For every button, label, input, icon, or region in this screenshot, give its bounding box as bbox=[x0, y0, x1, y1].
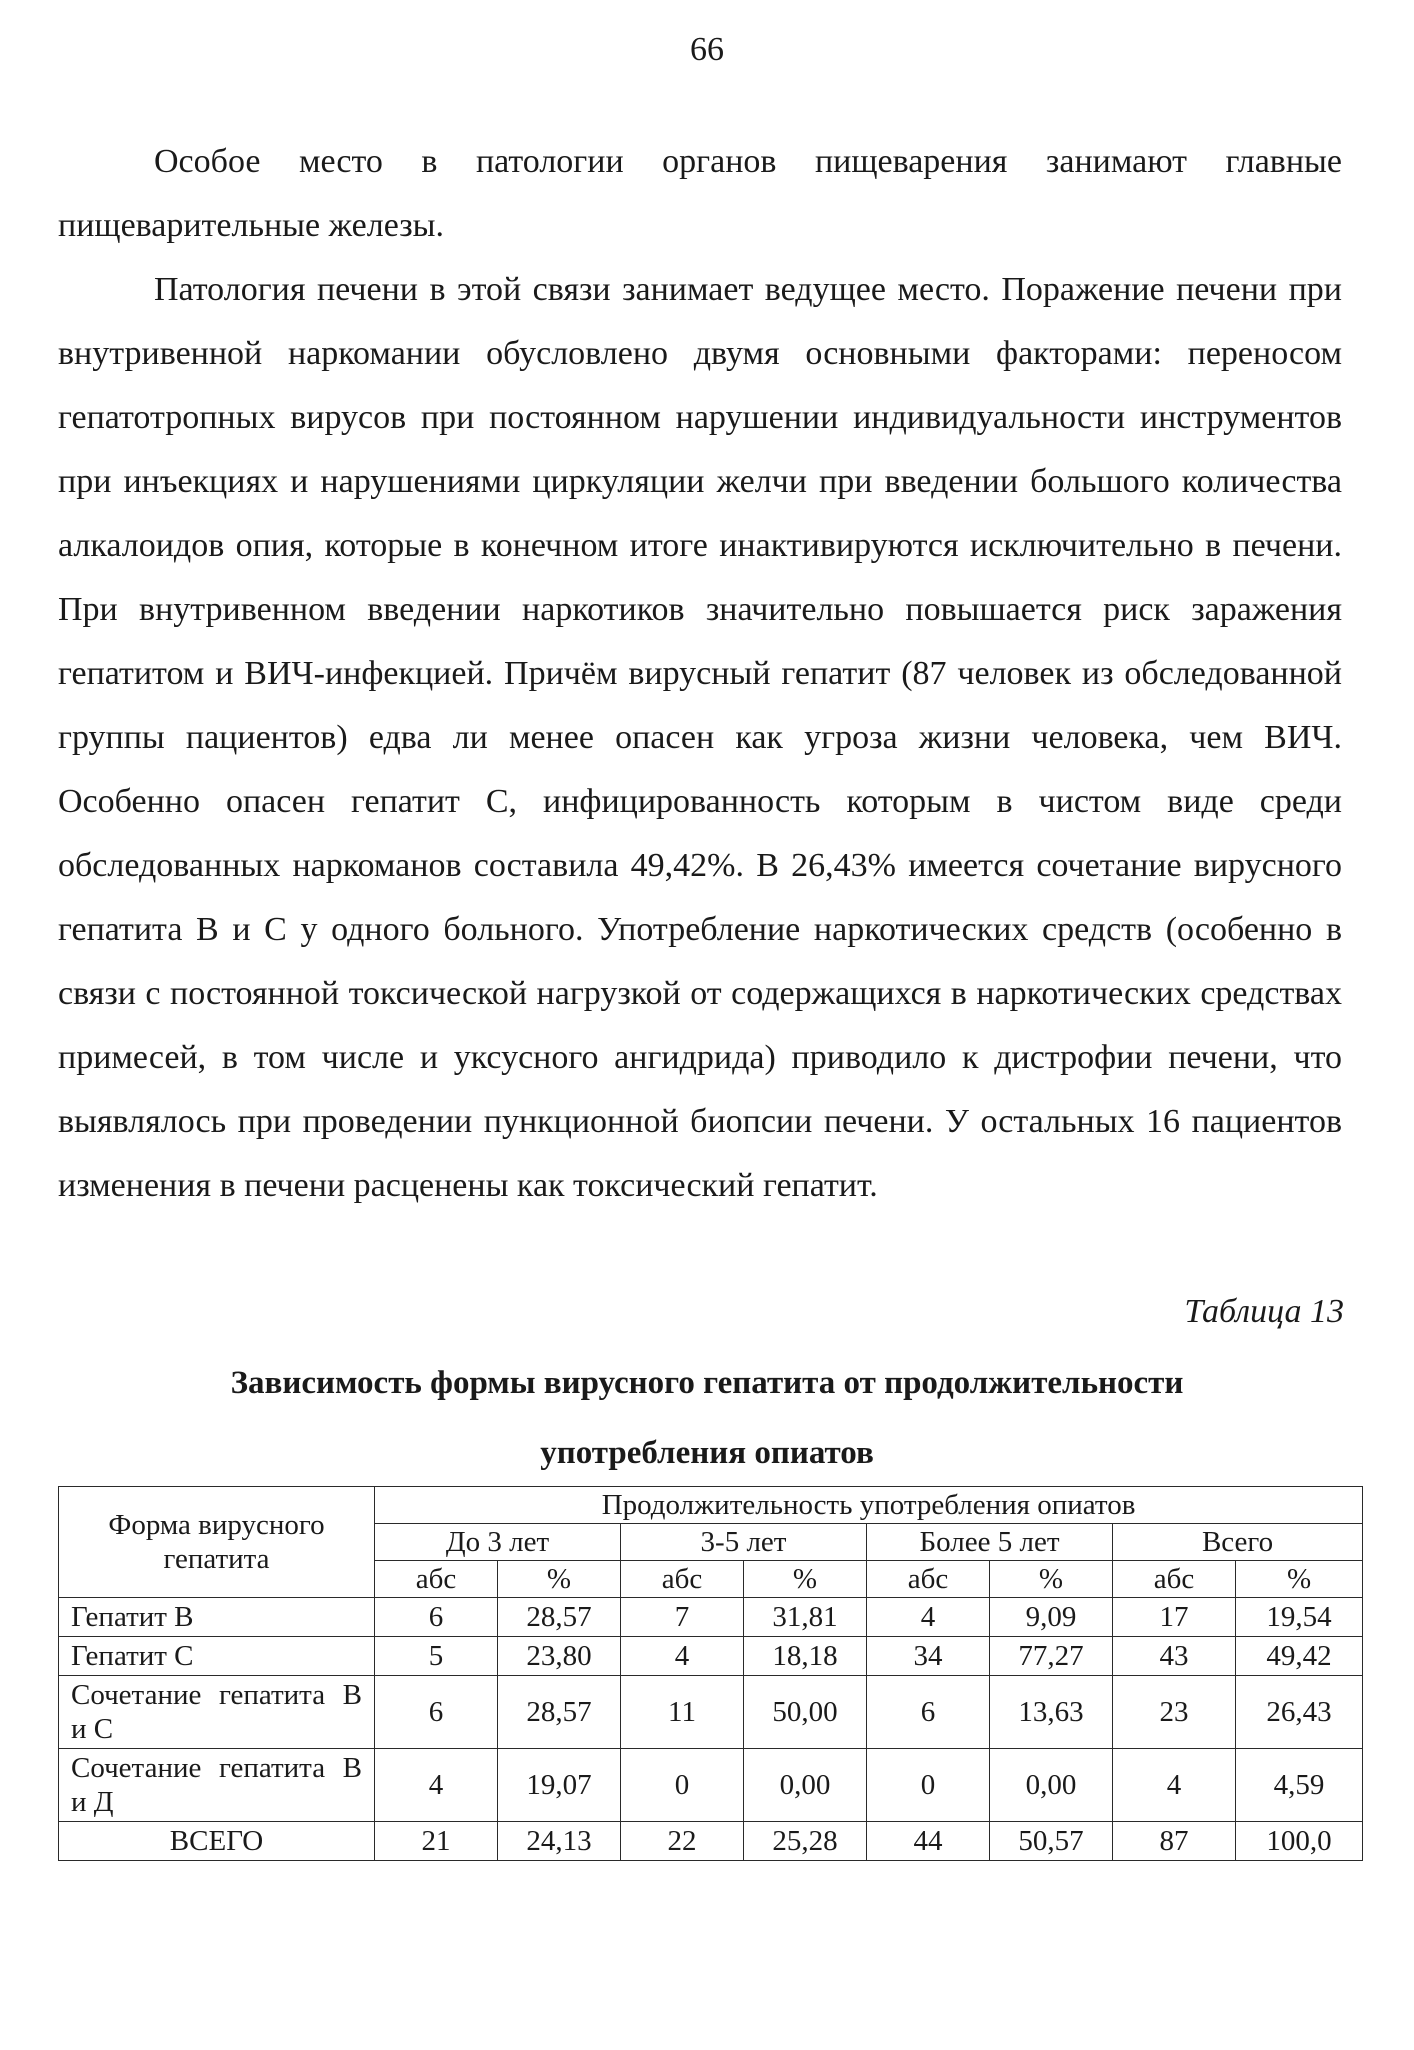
table-title-line: Зависимость формы вирусного гепатита от продолжительности bbox=[230, 1365, 1184, 1401]
table-cell: 0,00 bbox=[990, 1749, 1113, 1822]
body-text bbox=[58, 130, 1342, 1218]
table-title bbox=[0, 1348, 1414, 1488]
row-label: ВСЕГО bbox=[59, 1822, 375, 1861]
table-cell: 4 bbox=[867, 1598, 990, 1637]
sub-header-cell: абс bbox=[621, 1561, 744, 1598]
table-cell: 21 bbox=[375, 1822, 498, 1861]
table-row bbox=[59, 1676, 1363, 1749]
sub-header-cell: абс bbox=[867, 1561, 990, 1598]
table-cell: 6 bbox=[867, 1676, 990, 1749]
sub-header-cell: % bbox=[1236, 1561, 1363, 1598]
table-cell: 31,81 bbox=[744, 1598, 867, 1637]
row-header-cell: Форма вирусного гепатита bbox=[59, 1487, 375, 1598]
table-cell: 6 bbox=[375, 1676, 498, 1749]
table-caption: Таблица 13 bbox=[1184, 1293, 1344, 1330]
table-cell: 100,0 bbox=[1236, 1822, 1363, 1861]
paragraph: Особое место в патологии органов пищеварения занимают главные пищеварительные железы. bbox=[58, 143, 1342, 244]
table-cell: 24,13 bbox=[498, 1822, 621, 1861]
duration-header-cell: Всего bbox=[1113, 1524, 1363, 1561]
data-table bbox=[58, 1486, 1363, 1861]
table-cell: 0 bbox=[621, 1749, 744, 1822]
table-cell: 49,42 bbox=[1236, 1637, 1363, 1676]
table-cell: 4,59 bbox=[1236, 1749, 1363, 1822]
table-cell: 34 bbox=[867, 1637, 990, 1676]
table-cell: 26,43 bbox=[1236, 1676, 1363, 1749]
duration-header-cell: Более 5 лет bbox=[867, 1524, 1113, 1561]
table-cell: 50,00 bbox=[744, 1676, 867, 1749]
table-title-line: употребления опиатов bbox=[540, 1435, 874, 1471]
table-cell: 11 bbox=[621, 1676, 744, 1749]
table-cell: 0 bbox=[867, 1749, 990, 1822]
table-cell: 4 bbox=[375, 1749, 498, 1822]
sub-header-cell: абс bbox=[1113, 1561, 1236, 1598]
table-cell: 77,27 bbox=[990, 1637, 1113, 1676]
sub-header-cell: % bbox=[498, 1561, 621, 1598]
table-row bbox=[59, 1598, 1363, 1637]
sub-header-cell: % bbox=[990, 1561, 1113, 1598]
table-cell: 19,54 bbox=[1236, 1598, 1363, 1637]
table-cell: 5 bbox=[375, 1637, 498, 1676]
table-cell: 25,28 bbox=[744, 1822, 867, 1861]
table-cell: 43 bbox=[1113, 1637, 1236, 1676]
table-cell: 9,09 bbox=[990, 1598, 1113, 1637]
table-row-total bbox=[59, 1822, 1363, 1861]
table-cell: 23,80 bbox=[498, 1637, 621, 1676]
table-cell: 22 bbox=[621, 1822, 744, 1861]
row-label: Сочетание гепатита В и Д bbox=[59, 1749, 375, 1822]
table-cell: 28,57 bbox=[498, 1676, 621, 1749]
table-cell: 7 bbox=[621, 1598, 744, 1637]
duration-header-cell: До 3 лет bbox=[375, 1524, 621, 1561]
row-label: Гепатит В bbox=[59, 1598, 375, 1637]
row-label: Сочетание гепатита В и С bbox=[59, 1676, 375, 1749]
table-row bbox=[59, 1637, 1363, 1676]
table-cell: 6 bbox=[375, 1598, 498, 1637]
table-cell: 44 bbox=[867, 1822, 990, 1861]
group-header-cell: Продолжительность употребления опиатов bbox=[375, 1487, 1363, 1524]
paragraph: Патология печени в этой связи занимает ведущее место. Поражение печени при внутривенной наркомании обусловлено двумя основными факторами: переносом гепатотропных вирусов при постоянном нарушении индивидуальности инструментов при инъекциях и нарушениями циркуляции желчи при введении большого количества алкалоидов опия, которые в конечном итоге инактивируются исключительно в печени. При внутривенном введении наркотиков значительно повышается риск заражения гепатитом и ВИЧ-инфекцией. Причём вирусный гепатит (87 человек из обследованной группы пациентов) едва ли менее опасен как угроза жизни человека, чем ВИЧ. Особенно опасен гепатит С, инфицированность которым в чистом виде среди обследованных наркоманов составила 49,42%. В 26,43% имеется сочетание вирусного гепатита В и С у одного больного. Употребление наркотических средств (особенно в связи с постоянной токсической нагрузкой от содержащихся в наркотических средствах примесей, в том числе и уксусного ангидрида) приводило к дистрофии печени, что выявлялось при проведении пункционной биопсии печени. У остальных 16 пациентов изменения в печени расценены как токсический гепатит. bbox=[58, 271, 1342, 1204]
table-cell: 87 bbox=[1113, 1822, 1236, 1861]
duration-header-cell: 3-5 лет bbox=[621, 1524, 867, 1561]
page-number: 66 bbox=[690, 31, 724, 68]
table-cell: 13,63 bbox=[990, 1676, 1113, 1749]
table-row bbox=[59, 1749, 1363, 1822]
table-cell: 23 bbox=[1113, 1676, 1236, 1749]
sub-header-cell: абс bbox=[375, 1561, 498, 1598]
table-cell: 17 bbox=[1113, 1598, 1236, 1637]
row-label: Гепатит С bbox=[59, 1637, 375, 1676]
table-cell: 18,18 bbox=[744, 1637, 867, 1676]
sub-header-cell: % bbox=[744, 1561, 867, 1598]
table-cell: 19,07 bbox=[498, 1749, 621, 1822]
table-cell: 0,00 bbox=[744, 1749, 867, 1822]
table-cell: 4 bbox=[621, 1637, 744, 1676]
table-cell: 50,57 bbox=[990, 1822, 1113, 1861]
table-cell: 4 bbox=[1113, 1749, 1236, 1822]
table-cell: 28,57 bbox=[498, 1598, 621, 1637]
